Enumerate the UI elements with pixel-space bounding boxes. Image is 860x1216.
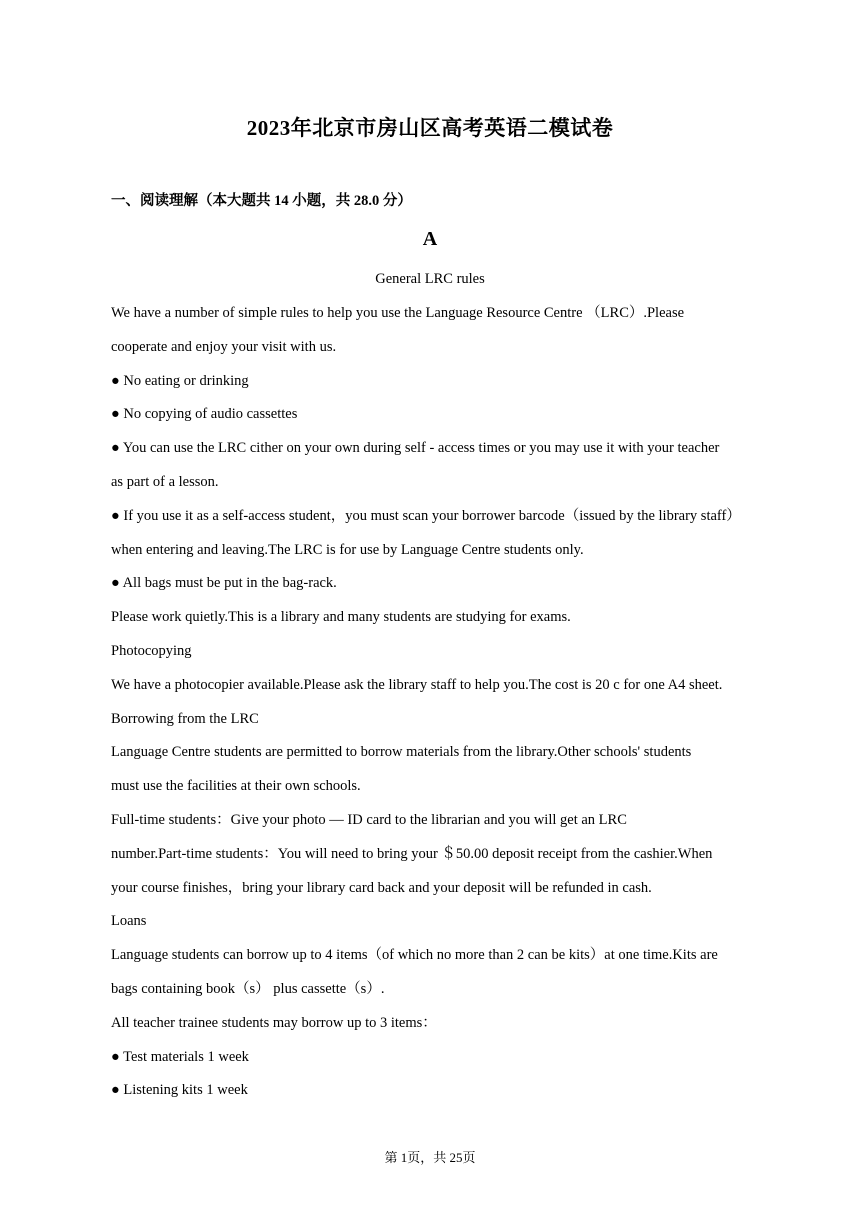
passage-body bbox=[111, 302, 761, 1113]
section-heading: 一、阅读理解（本大题共 14 小题，共 28.0 分） bbox=[111, 193, 412, 209]
passage-line: We have a number of simple rules to help you use the Language Resource Centre （LRC）.Please bbox=[111, 305, 685, 321]
passage-line: as part of a lesson. bbox=[111, 473, 219, 490]
passage-line: bags containing book（s） plus cassette（s）. bbox=[111, 980, 385, 997]
subheading-loans: Loans bbox=[111, 913, 147, 930]
rule-item: ● No eating or drinking bbox=[111, 372, 249, 389]
rule-item: ● All bags must be put in the bag-rack. bbox=[111, 575, 337, 592]
passage-line: must use the facilities at their own schools. bbox=[111, 778, 361, 795]
passage-line: Please work quietly.This is a library and many students are studying for exams. bbox=[111, 609, 571, 626]
passage-line: Language students can borrow up to 4 items（of which no more than 2 can be kits）at one time.Kits are bbox=[111, 947, 718, 964]
rule-item: ● If you use it as a self-access student，you must scan your borrower barcode（issued by the library staff） bbox=[111, 507, 741, 524]
subheading-borrowing: Borrowing from the LRC bbox=[111, 710, 259, 727]
part-letter: A bbox=[422, 228, 438, 250]
page-title: 2023年北京市房山区高考英语二模试卷 bbox=[246, 116, 614, 140]
passage-line: cooperate and enjoy your visit with us. bbox=[111, 338, 337, 355]
passage-line: All teacher trainee students may borrow up to 3 items： bbox=[111, 1014, 437, 1031]
passage-line: when entering and leaving.The LRC is for use by Language Centre students only. bbox=[111, 541, 584, 558]
loan-item: ● Listening kits 1 week bbox=[111, 1082, 248, 1099]
passage-line: number.Part-time students：You will need to bring your ＄50.00 deposit receipt from the cashier.When bbox=[111, 845, 713, 862]
subheading-photocopying: Photocopying bbox=[111, 642, 192, 659]
rule-item: ● No copying of audio cassettes bbox=[111, 406, 298, 423]
passage-title: General LRC rules bbox=[375, 271, 485, 287]
rule-item: ● You can use the LRC cither on your own during self - access times or you may use it with your teacher bbox=[111, 440, 720, 457]
passage-line: Language Centre students are permitted to borrow materials from the library.Other schools' students bbox=[111, 744, 692, 761]
passage-line: Full-time students：Give your photo — ID card to the librarian and you will get an LRC bbox=[111, 811, 627, 828]
page-footer: 第 1页，共 25页 bbox=[384, 1150, 476, 1165]
loan-item: ● Test materials 1 week bbox=[111, 1048, 249, 1065]
passage-line: We have a photocopier available.Please ask the library staff to help you.The cost is 20 c for one A4 sheet. bbox=[111, 676, 723, 693]
passage-line: your course finishes，bring your library card back and your deposit will be refunded in cash. bbox=[111, 879, 652, 896]
